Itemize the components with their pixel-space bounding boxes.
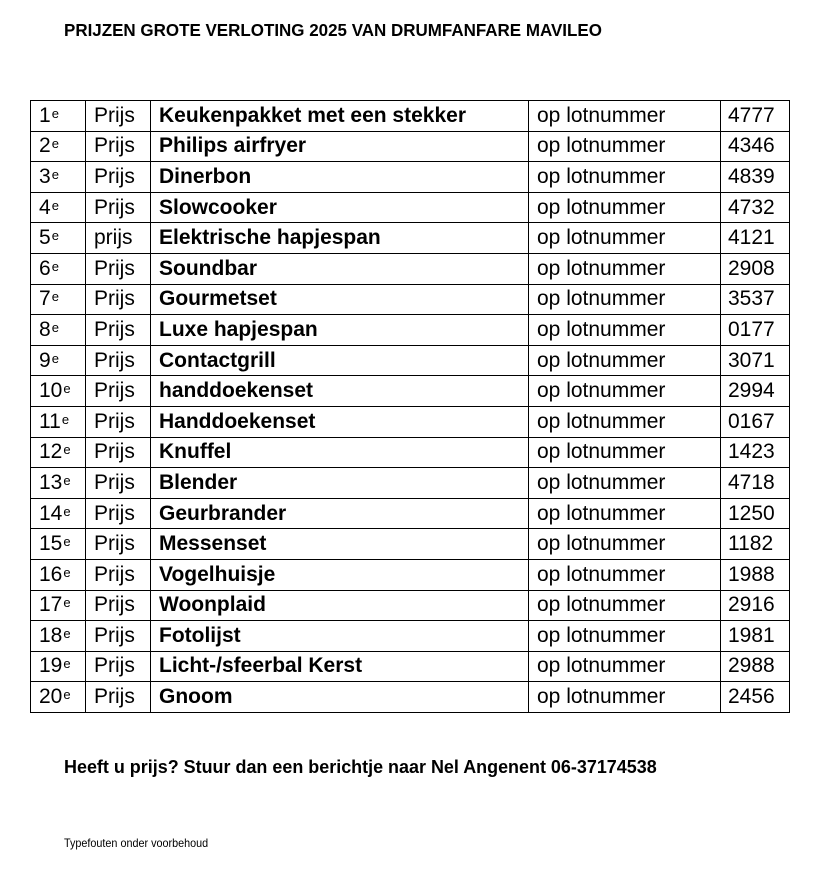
prize-ticket-label: op lotnummer: [529, 284, 721, 315]
prize-table: [30, 100, 790, 713]
prize-rank: [31, 437, 86, 468]
prize-rank: [31, 682, 86, 713]
prize-rank: [31, 559, 86, 590]
prize-rank: [31, 345, 86, 376]
footnote: Typefouten onder voorbehoud: [64, 836, 209, 850]
prize-rank-suffix: e: [51, 350, 59, 366]
prize-ticket-number: 1988: [721, 559, 790, 590]
prize-word: Prijs: [86, 101, 151, 132]
prize-rank-number: 7: [39, 287, 51, 311]
prize-rank: [31, 406, 86, 437]
prize-ticket-label: op lotnummer: [529, 651, 721, 682]
prize-word: Prijs: [86, 437, 151, 468]
prize-row: [31, 315, 790, 346]
prize-row: [31, 651, 790, 682]
prize-word: Prijs: [86, 284, 151, 315]
prize-rank-number: 5: [39, 226, 51, 250]
prize-word: Prijs: [86, 345, 151, 376]
prize-ticket-label: op lotnummer: [529, 437, 721, 468]
prize-ticket-number: 4718: [721, 468, 790, 499]
prize-ticket-label: op lotnummer: [529, 498, 721, 529]
prize-item: Handdoekenset: [151, 406, 529, 437]
prize-ticket-number: 2908: [721, 253, 790, 284]
prize-word: Prijs: [86, 498, 151, 529]
prize-word: Prijs: [86, 253, 151, 284]
prize-rank-suffix: e: [51, 197, 59, 213]
prize-item: Blender: [151, 468, 529, 499]
prize-rank-number: 16: [39, 562, 63, 586]
prize-rank-number: 18: [39, 623, 63, 647]
prize-row: [31, 406, 790, 437]
prize-rank-suffix: e: [51, 258, 59, 274]
prize-item: Geurbrander: [151, 498, 529, 529]
prize-item: Slowcooker: [151, 192, 529, 223]
prize-rank-number: 15: [39, 532, 63, 556]
prize-ticket-number: 4839: [721, 162, 790, 193]
prize-item: Dinerbon: [151, 162, 529, 193]
prize-ticket-number: 0167: [721, 406, 790, 437]
prize-ticket-number: 0177: [721, 315, 790, 346]
prize-word: Prijs: [86, 529, 151, 560]
prize-ticket-label: op lotnummer: [529, 101, 721, 132]
prize-ticket-number: 3071: [721, 345, 790, 376]
prize-row: [31, 101, 790, 132]
prize-rank-number: 17: [39, 593, 63, 617]
prize-ticket-label: op lotnummer: [529, 559, 721, 590]
prize-rank-suffix: e: [63, 656, 71, 672]
prize-item: Gnoom: [151, 682, 529, 713]
prize-item: Vogelhuisje: [151, 559, 529, 590]
prize-rank-suffix: e: [51, 105, 59, 121]
prize-row: [31, 253, 790, 284]
prize-ticket-number: 4777: [721, 101, 790, 132]
prize-item: Keukenpakket met een stekker: [151, 101, 529, 132]
prize-item: Messenset: [151, 529, 529, 560]
prize-word: Prijs: [86, 559, 151, 590]
prize-rank-suffix: e: [51, 136, 59, 152]
prize-row: [31, 192, 790, 223]
prize-rank-number: 4: [39, 195, 51, 219]
prize-item: Elektrische hapjespan: [151, 223, 529, 254]
prize-rank-number: 11: [39, 409, 61, 433]
prize-ticket-number: 2916: [721, 590, 790, 621]
prize-rank-number: 19: [39, 654, 63, 678]
prize-rank: [31, 284, 86, 315]
prize-rank: [31, 590, 86, 621]
prize-rank-number: 12: [39, 440, 63, 464]
prize-item: Contactgrill: [151, 345, 529, 376]
prize-rank: [31, 376, 86, 407]
prize-rank-suffix: e: [63, 472, 71, 488]
prize-rank-number: 1: [39, 103, 51, 127]
prize-item: Philips airfryer: [151, 131, 529, 162]
prize-row: [31, 437, 790, 468]
prize-rank: [31, 162, 86, 193]
prize-word: Prijs: [86, 406, 151, 437]
prize-ticket-number: 4121: [721, 223, 790, 254]
prize-rank: [31, 468, 86, 499]
prize-ticket-number: 1250: [721, 498, 790, 529]
prize-rank: [31, 101, 86, 132]
prize-rank-suffix: e: [63, 381, 71, 397]
prize-row: [31, 682, 790, 713]
prize-rank-number: 3: [39, 164, 51, 188]
prize-rank-suffix: e: [63, 564, 71, 580]
prize-rank-number: 9: [39, 348, 51, 372]
prize-rank-suffix: e: [61, 411, 70, 427]
prize-word: Prijs: [86, 621, 151, 652]
prize-rank-suffix: e: [63, 534, 71, 550]
prize-word: Prijs: [86, 682, 151, 713]
prize-table-body: [31, 101, 790, 713]
prize-rank-suffix: e: [63, 595, 71, 611]
prize-rank: [31, 529, 86, 560]
contact-line: Heeft u prijs? Stuur dan een berichtje naar Nel Angenent 06-37174538: [64, 756, 657, 777]
prize-ticket-label: op lotnummer: [529, 376, 721, 407]
prize-rank: [31, 315, 86, 346]
prize-ticket-number: 4732: [721, 192, 790, 223]
prize-rank-number: 13: [39, 470, 63, 494]
prize-ticket-label: op lotnummer: [529, 682, 721, 713]
document-title: PRIJZEN GROTE VERLOTING 2025 VAN DRUMFANFARE MAVILEO: [64, 20, 602, 40]
prize-ticket-label: op lotnummer: [529, 131, 721, 162]
prize-row: [31, 468, 790, 499]
prize-rank-suffix: e: [51, 289, 59, 305]
prize-word: Prijs: [86, 162, 151, 193]
prize-ticket-label: op lotnummer: [529, 345, 721, 376]
prize-rank-number: 2: [39, 134, 51, 158]
prize-word: Prijs: [86, 468, 151, 499]
prize-word: Prijs: [86, 590, 151, 621]
prize-item: Knuffel: [151, 437, 529, 468]
prize-rank-number: 20: [39, 685, 63, 709]
prize-ticket-number: 2988: [721, 651, 790, 682]
prize-rank-suffix: e: [63, 625, 71, 641]
prize-row: [31, 345, 790, 376]
prize-rank-suffix: e: [63, 503, 71, 519]
prize-rank-number: 14: [39, 501, 63, 525]
prize-item: Luxe hapjespan: [151, 315, 529, 346]
prize-item: Fotolijst: [151, 621, 529, 652]
prize-ticket-label: op lotnummer: [529, 315, 721, 346]
prize-rank-number: 6: [39, 256, 51, 280]
prize-word: prijs: [86, 223, 151, 254]
prize-rank-suffix: e: [63, 687, 71, 703]
prize-ticket-number: 2456: [721, 682, 790, 713]
prize-word: Prijs: [86, 376, 151, 407]
prize-word: Prijs: [86, 315, 151, 346]
prize-row: [31, 621, 790, 652]
prize-item: Soundbar: [151, 253, 529, 284]
prize-rank: [31, 223, 86, 254]
prize-rank: [31, 498, 86, 529]
prize-word: Prijs: [86, 192, 151, 223]
prize-ticket-label: op lotnummer: [529, 621, 721, 652]
prize-rank-number: 8: [39, 317, 51, 341]
prize-ticket-number: 1423: [721, 437, 790, 468]
prize-ticket-label: op lotnummer: [529, 223, 721, 254]
prize-ticket-label: op lotnummer: [529, 590, 721, 621]
prize-item: Woonplaid: [151, 590, 529, 621]
prize-row: [31, 376, 790, 407]
prize-item: handdoekenset: [151, 376, 529, 407]
prize-ticket-label: op lotnummer: [529, 162, 721, 193]
prize-rank-suffix: e: [51, 166, 59, 182]
prize-item: Licht-/sfeerbal Kerst: [151, 651, 529, 682]
prize-word: Prijs: [86, 651, 151, 682]
prize-ticket-number: 2994: [721, 376, 790, 407]
prize-row: [31, 131, 790, 162]
prize-row: [31, 559, 790, 590]
prize-rank: [31, 192, 86, 223]
prize-word: Prijs: [86, 131, 151, 162]
prize-row: [31, 529, 790, 560]
prize-ticket-label: op lotnummer: [529, 529, 721, 560]
prize-rank-number: 10: [39, 379, 63, 403]
prize-rank: [31, 621, 86, 652]
prize-row: [31, 590, 790, 621]
prize-rank-suffix: e: [51, 319, 59, 335]
prize-rank: [31, 651, 86, 682]
prize-row: [31, 223, 790, 254]
prize-row: [31, 162, 790, 193]
prize-ticket-number: 1981: [721, 621, 790, 652]
prize-ticket-label: op lotnummer: [529, 192, 721, 223]
prize-rank-suffix: e: [63, 442, 71, 458]
prize-ticket-number: 4346: [721, 131, 790, 162]
prize-rank: [31, 253, 86, 284]
prize-ticket-label: op lotnummer: [529, 406, 721, 437]
prize-row: [31, 284, 790, 315]
prize-ticket-number: 1182: [721, 529, 790, 560]
prize-rank: [31, 131, 86, 162]
prize-ticket-label: op lotnummer: [529, 253, 721, 284]
prize-ticket-number: 3537: [721, 284, 790, 315]
prize-rank-suffix: e: [51, 228, 59, 244]
prize-item: Gourmetset: [151, 284, 529, 315]
prize-row: [31, 498, 790, 529]
prize-ticket-label: op lotnummer: [529, 468, 721, 499]
